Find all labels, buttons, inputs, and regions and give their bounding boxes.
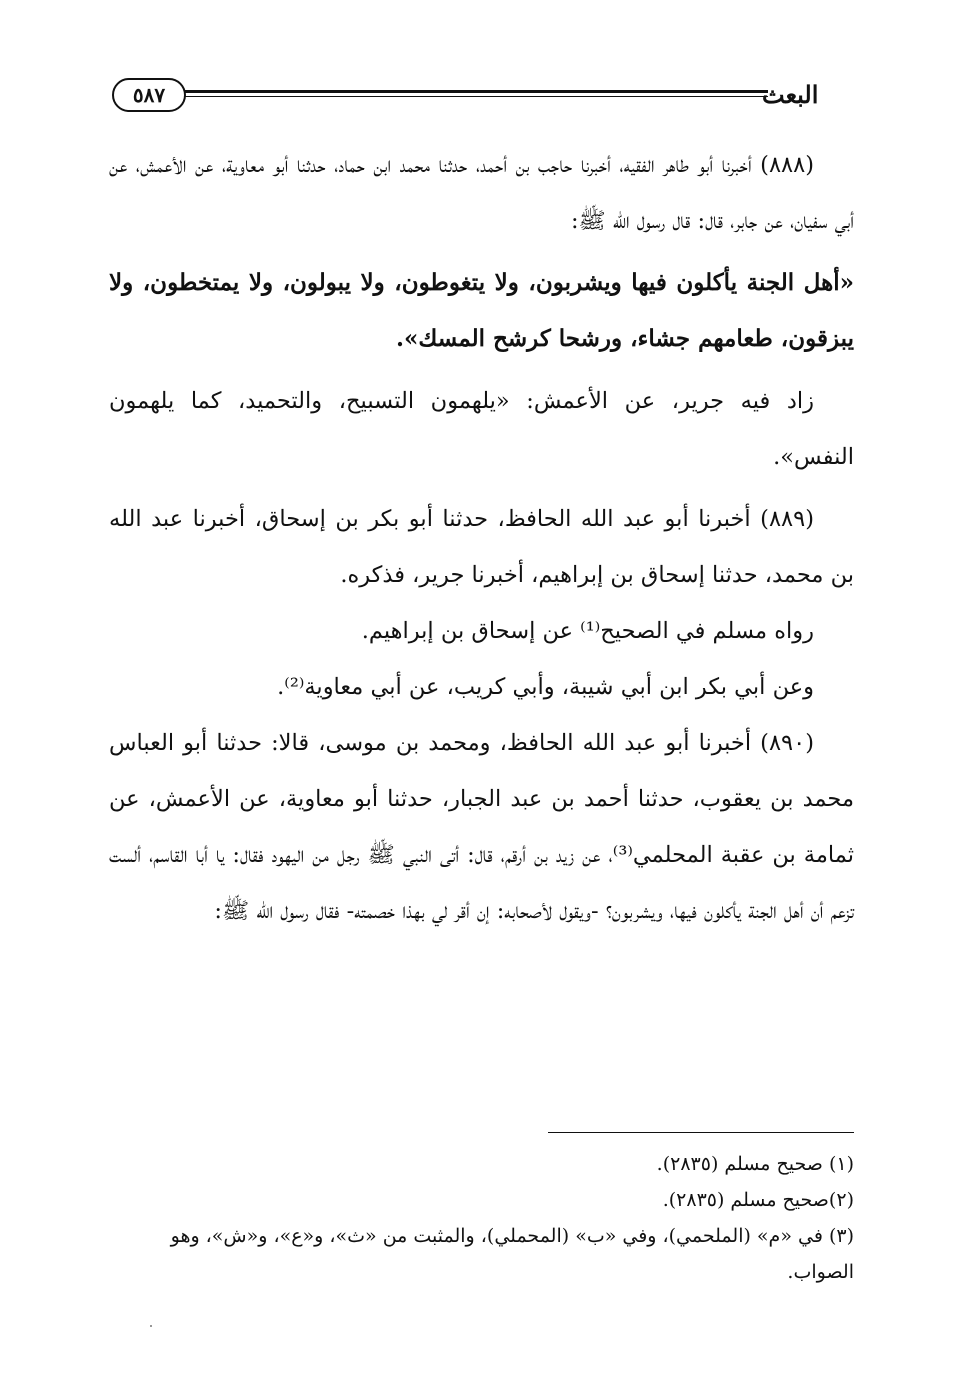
page-header bbox=[112, 74, 854, 118]
footnote-3: (٣) في «م» (الملحمي)، وفي «ب» (المحملي)، والمثبت من «ث»، و«ع»، و«ش»، وهو الصواب. bbox=[170, 1225, 854, 1283]
book-title: البعث bbox=[762, 79, 819, 109]
header-rule bbox=[184, 90, 768, 97]
muslim-attribution: رواه مسلم في الصحيح⁽¹⁾ عن إسحاق بن إبراهيم. bbox=[361, 618, 814, 644]
footnote-1: (١) صحيح مسلم (٢٨٣٥). bbox=[656, 1153, 854, 1175]
main-text bbox=[109, 137, 854, 939]
footnote-separator bbox=[548, 1132, 854, 1133]
second-attribution: وعن أبي بكر ابن أبي شيبة، وأبي كريب، عن أبي معاوية⁽²⁾. bbox=[277, 674, 814, 700]
page-number: ٥٨٧ bbox=[112, 78, 186, 112]
hadith-890-isnad: (٨٩٠) أخبرنا أبو عبد الله الحافظ، ومحمد بن موسى، قالا: حدثنا أبو العباس محمد بن يعقوب، حدثنا أحمد بن عبد الجبار، حدثنا أبو معاوية، عن الأعمش، عن ثمامة بن عقبة المحلمي⁽³⁾، عن زيد بن أرقم، قال: أتى النبي ﷺ رجل من اليهود فقال: يا أبا القاسم، ألست تزعم أن أهل الجنة يأكلون فيها، ويشربون؟ -ويقول لأصحابه: إن أقر لي بهذا خصمته- فقال رسول الله ﷺ: bbox=[109, 730, 854, 924]
footnote-2: (٢)صحيح مسلم (٢٨٣٥). bbox=[662, 1189, 854, 1211]
hadith-889-isnad: (٨٨٩) أخبرنا أبو عبد الله الحافظ، حدثنا أبو بكر بن إسحاق، أخبرنا عبد الله بن محمد، حدثنا إسحاق بن إبراهيم، أخبرنا جرير، فذكره. bbox=[109, 506, 854, 588]
hadith-888-matn: «أهل الجنة يأكلون فيها ويشربون، ولا يتغوطون، ولا يبولون، ولا يمتخطون، ولا يبزقون، طعامهم جشاء، ورشحا كرشح المسك». bbox=[109, 269, 854, 352]
jarir-addition: زاد فيه جرير، عن الأعمش: «يلهمون التسبيح، والتحميد، كما يلهمون النفس». bbox=[109, 388, 854, 470]
scan-speck bbox=[150, 1325, 152, 1327]
footnotes bbox=[109, 1146, 854, 1290]
hadith-888-isnad: (٨٨٨) أخبرنا أبو طاهر الفقيه، أخبرنا حاجب بن أحمد، حدثنا محمد ابن حماد، حدثنا أبو معاوية، عن الأعمش، عن أبي سفيان، عن جابر، قال: قال رسول الله ﷺ: bbox=[109, 152, 854, 234]
